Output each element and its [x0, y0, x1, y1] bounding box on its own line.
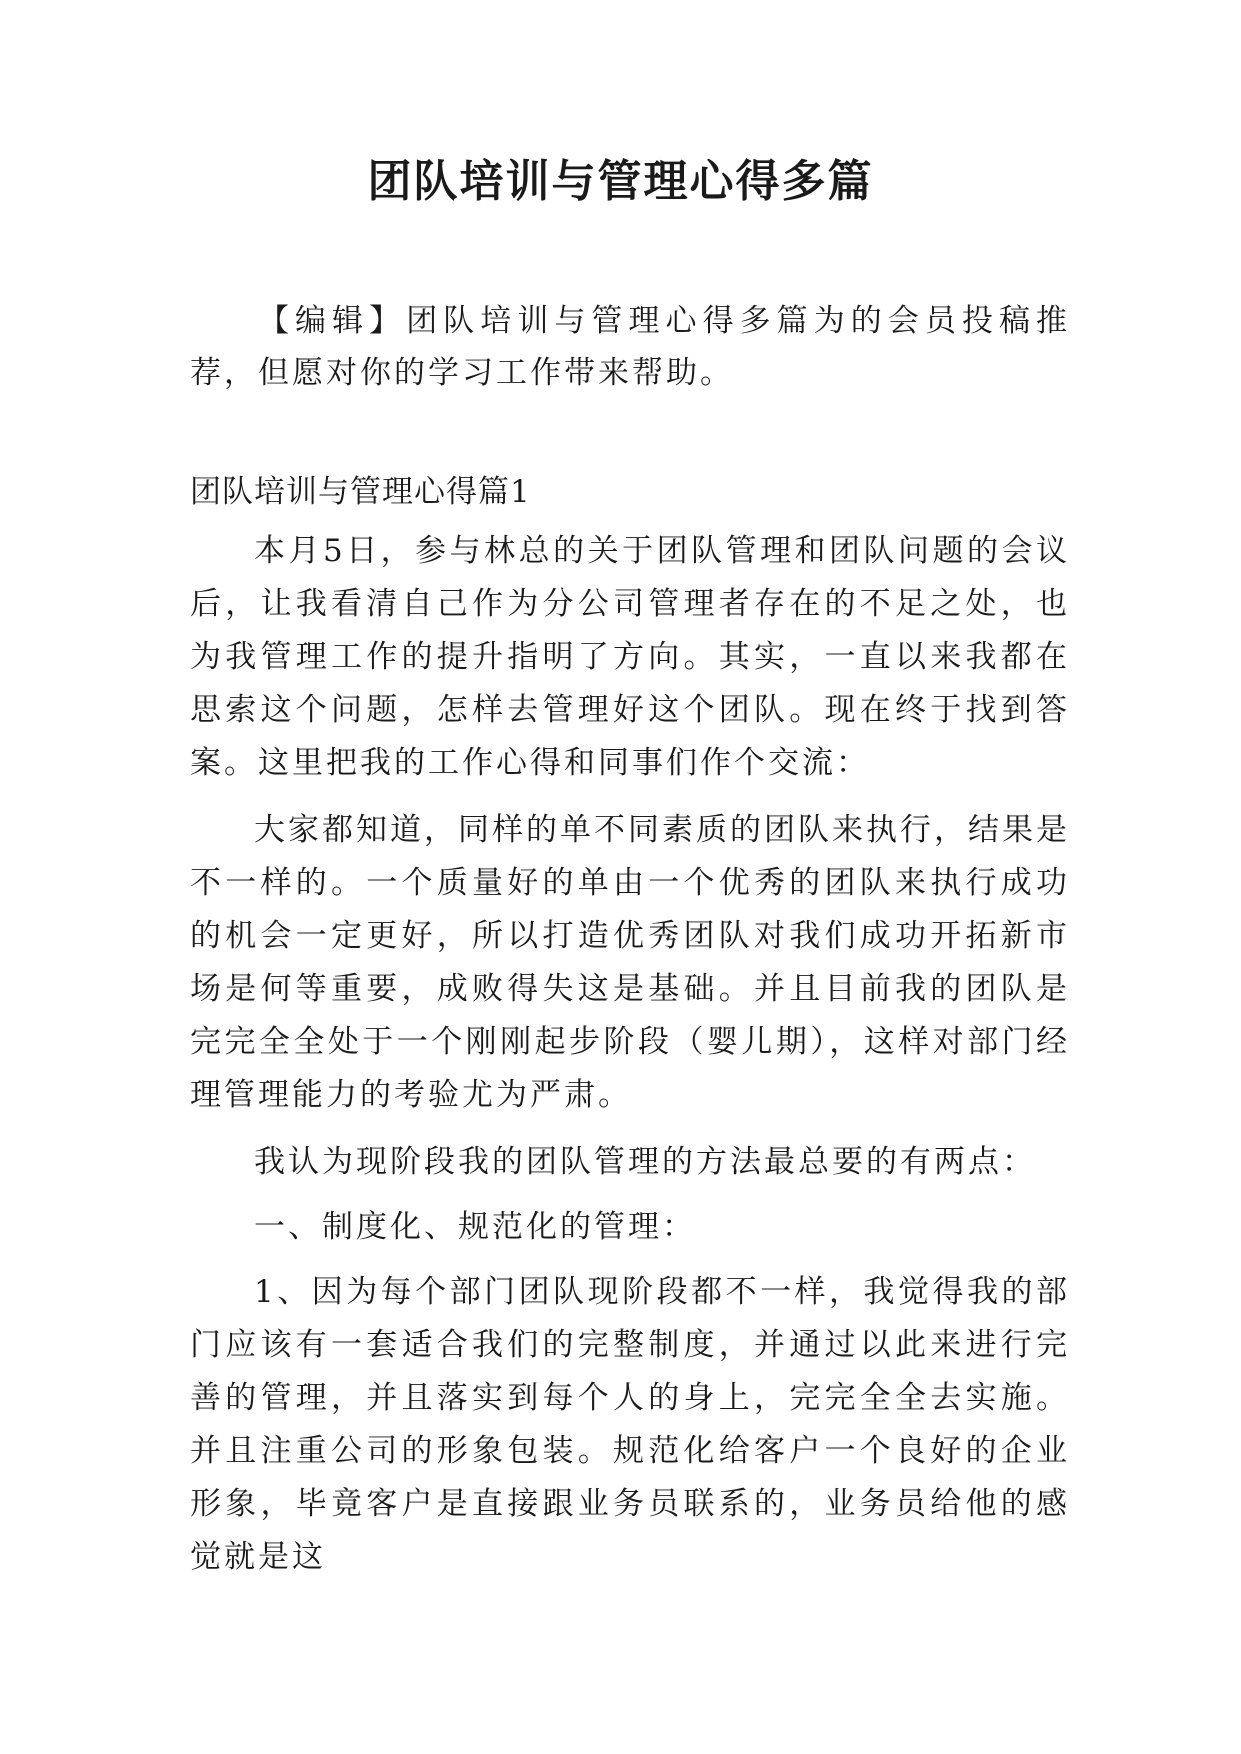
intro-paragraph: 【编辑】团队培训与管理心得多篇为的会员投稿推荐，但愿对你的学习工作带来帮助。	[190, 303, 1070, 391]
document-title: 团队培训与管理心得多篇	[367, 156, 874, 207]
body-paragraph: 1、因为每个部门团队现阶段都不一样，我觉得我的部门应该有一套适合我们的完整制度，并通过以此来进行完善的管理，并且落实到每个人的身上，完完全全去实施。并且注重公司的形象包装。规范化给客户一个良好的企业形象，毕竟客户是直接跟业务员联系的，业务员给他的感觉就是这	[190, 1274, 1070, 1575]
body-paragraph: 我认为现阶段我的团队管理的方法最总要的有两点：	[254, 1144, 1036, 1180]
section-heading: 团队培训与管理心得篇1	[190, 474, 531, 510]
article-body	[190, 525, 1070, 1598]
body-paragraph: 一、制度化、规范化的管理：	[254, 1209, 696, 1245]
body-paragraph: 大家都知道，同样的单不同素质的团队来执行，结果是不一样的。一个质量好的单由一个优秀的团队来执行成功的机会一定更好，所以打造优秀团队对我们成功开拓新市场是何等重要，成败得失这是基础。并且目前我的团队是完完全全处于一个刚刚起步阶段（婴儿期），这样对部门经理管理能力的考验尤为严肃。	[190, 812, 1070, 1113]
body-paragraph: 本月5日，参与林总的关于团队管理和团队问题的会议后，让我看清自己作为分公司管理者存在的不足之处，也为我管理工作的提升指明了方向。其实，一直以来我都在思索这个问题，怎样去管理好这个团队。现在终于找到答案。这里把我的工作心得和同事们作个交流：	[190, 533, 1070, 781]
